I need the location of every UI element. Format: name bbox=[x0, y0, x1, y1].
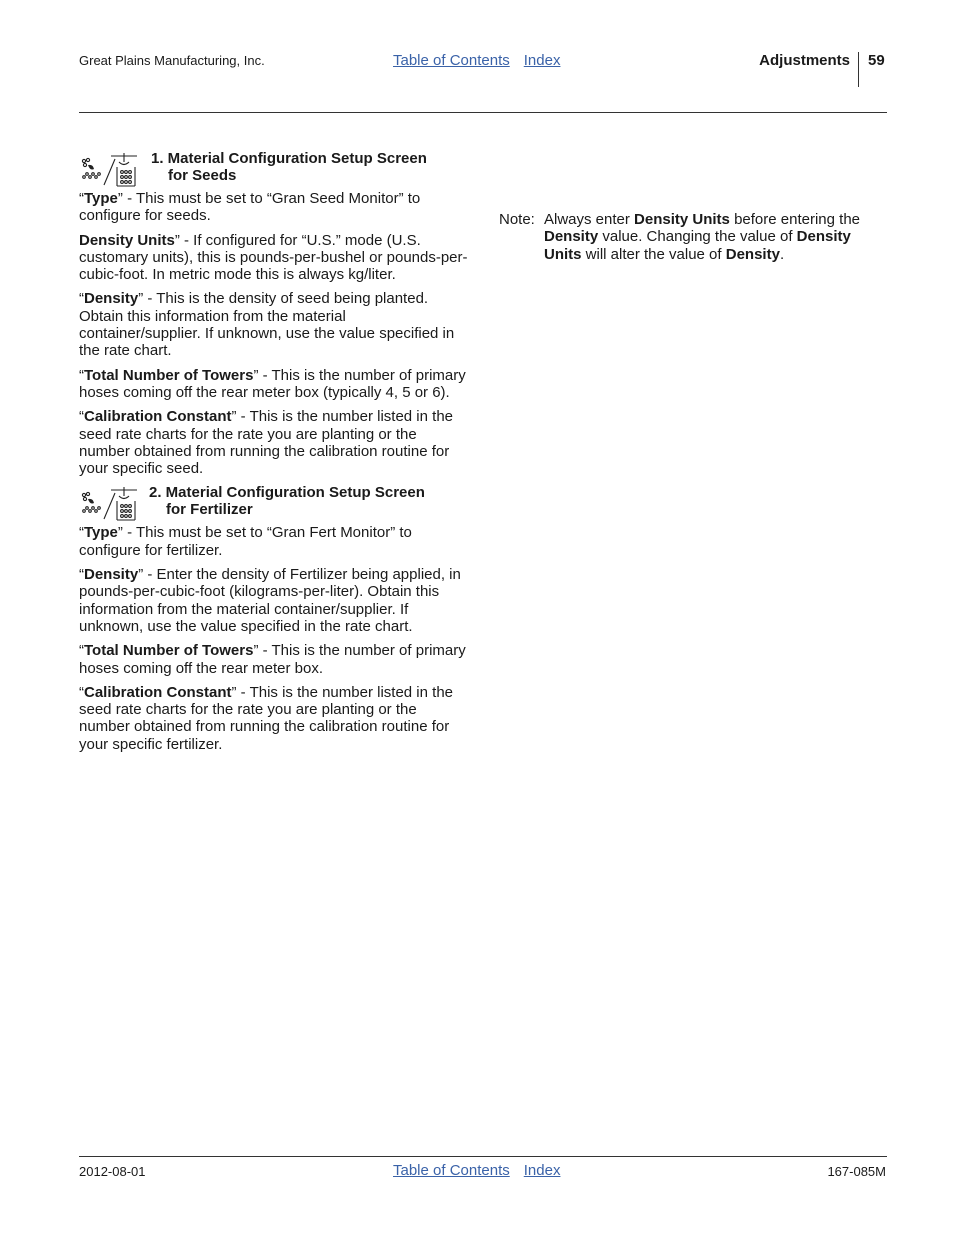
term-density-units: Density Units bbox=[79, 231, 175, 249]
footer-index-link[interactable]: Index bbox=[523, 1162, 561, 1179]
seed-towers-paragraph bbox=[79, 367, 469, 402]
section1-title-line1: 1. Material Configuration Setup Screen bbox=[151, 150, 427, 167]
description: ” - This must be set to “Gran Seed Monitor” to configure for seeds. bbox=[79, 190, 421, 225]
description: ” - This must be set to “Gran Fert Monitor” to configure for fertilizer. bbox=[79, 524, 412, 559]
left-column bbox=[79, 150, 469, 760]
section2-title bbox=[149, 484, 425, 518]
seed-density-units-paragraph bbox=[79, 232, 469, 284]
quote-mark: “ bbox=[79, 566, 84, 584]
description: ” - If configured for “U.S.” mode (U.S. customary units), this is pounds-per-bushel or pounds-per-cubic-foot. In metric mode this is always kg/liter. bbox=[79, 231, 468, 284]
right-column bbox=[499, 211, 889, 263]
fert-density-paragraph bbox=[79, 566, 469, 635]
header-index-link[interactable]: Index bbox=[523, 52, 561, 69]
quote-mark: “ bbox=[79, 524, 84, 542]
note-text-part: Always enter bbox=[544, 211, 635, 228]
note-label: Note: bbox=[499, 211, 535, 228]
header-rule bbox=[79, 112, 887, 113]
header-divider bbox=[858, 52, 859, 87]
term-calibration-constant: Calibration Constant bbox=[84, 408, 232, 426]
footer-date: 2012-08-01 bbox=[79, 1164, 146, 1179]
note-block bbox=[499, 211, 889, 263]
header-nav bbox=[393, 52, 560, 69]
description: ” - This is the number listed in the seed rate charts for the rate you are planting or the number obtained from running the calibration routine for your specific fertilizer. bbox=[79, 683, 453, 753]
description: ” - This is the number listed in the seed rate charts for the rate you are planting or the number obtained from running the calibration routine for your specific seed. bbox=[79, 408, 453, 478]
section1-heading bbox=[79, 150, 469, 188]
fertilizer-monitor-icon bbox=[79, 484, 143, 522]
description: ” - This is the number of primary hoses coming off the rear meter box. bbox=[79, 642, 466, 677]
footer-nav bbox=[393, 1162, 560, 1179]
note-term: Density bbox=[544, 228, 599, 246]
term-type: Type bbox=[84, 190, 118, 207]
quote-mark: “ bbox=[79, 290, 84, 308]
section2-title-line1: 2. Material Configuration Setup Screen bbox=[149, 484, 425, 502]
document-number: 167-085M bbox=[827, 1164, 886, 1179]
seed-monitor-icon bbox=[79, 150, 143, 188]
description: ” - Enter the density of Fertilizer being applied, in pounds-per-cubic-foot (kilograms-per-liter). Obtain this information from the material container/supplier. If unknown, use the value specified in the rate chart. bbox=[79, 566, 461, 635]
note-text bbox=[544, 211, 889, 263]
quote-mark: “ bbox=[79, 190, 84, 207]
quote-mark: “ bbox=[79, 408, 84, 426]
fert-towers-paragraph bbox=[79, 642, 469, 677]
note-text-part: before entering the bbox=[729, 211, 860, 228]
section2-heading bbox=[79, 484, 469, 522]
quote-mark: “ bbox=[79, 366, 84, 384]
term-density: Density bbox=[84, 290, 139, 308]
term-calibration-constant: Calibration Constant bbox=[84, 683, 232, 701]
section1-title-line2: for Seeds bbox=[168, 167, 237, 184]
seed-type-paragraph bbox=[79, 190, 469, 225]
note-term: Density Units bbox=[634, 211, 730, 228]
fert-calibration-paragraph bbox=[79, 684, 469, 753]
section-title: Adjustments bbox=[759, 52, 850, 69]
quote-mark: “ bbox=[79, 683, 84, 701]
header-toc-link[interactable]: Table of Contents bbox=[393, 52, 510, 69]
term-total-towers: Total Number of Towers bbox=[84, 366, 254, 384]
note-text-part: value. Changing the value of bbox=[598, 228, 797, 246]
term-total-towers: Total Number of Towers bbox=[84, 642, 254, 660]
description: ” - This is the density of seed being planted. Obtain this information from the material container/supplier. If unknown, use the value specified in the rate chart. bbox=[79, 290, 455, 360]
footer-toc-link[interactable]: Table of Contents bbox=[393, 1162, 510, 1179]
note-text-part: . bbox=[779, 245, 785, 263]
footer-rule bbox=[79, 1156, 887, 1157]
description: ” - This is the number of primary hoses coming off the rear meter box (typically 4, 5 or 6). bbox=[79, 366, 466, 401]
seed-calibration-paragraph bbox=[79, 408, 469, 477]
section1-title bbox=[151, 150, 427, 184]
section2-title-line2: for Fertilizer bbox=[166, 501, 253, 519]
term-density: Density bbox=[84, 566, 139, 584]
company-name: Great Plains Manufacturing, Inc. bbox=[79, 53, 265, 68]
term-type: Type bbox=[84, 524, 118, 542]
note-text-part: will alter the value of bbox=[581, 245, 726, 263]
note-term: Density Units bbox=[544, 228, 851, 263]
note-term: Density bbox=[725, 245, 780, 263]
quote-mark: “ bbox=[79, 642, 84, 660]
seed-density-paragraph bbox=[79, 290, 469, 359]
fert-type-paragraph bbox=[79, 524, 469, 559]
page-number: 59 bbox=[868, 52, 885, 69]
